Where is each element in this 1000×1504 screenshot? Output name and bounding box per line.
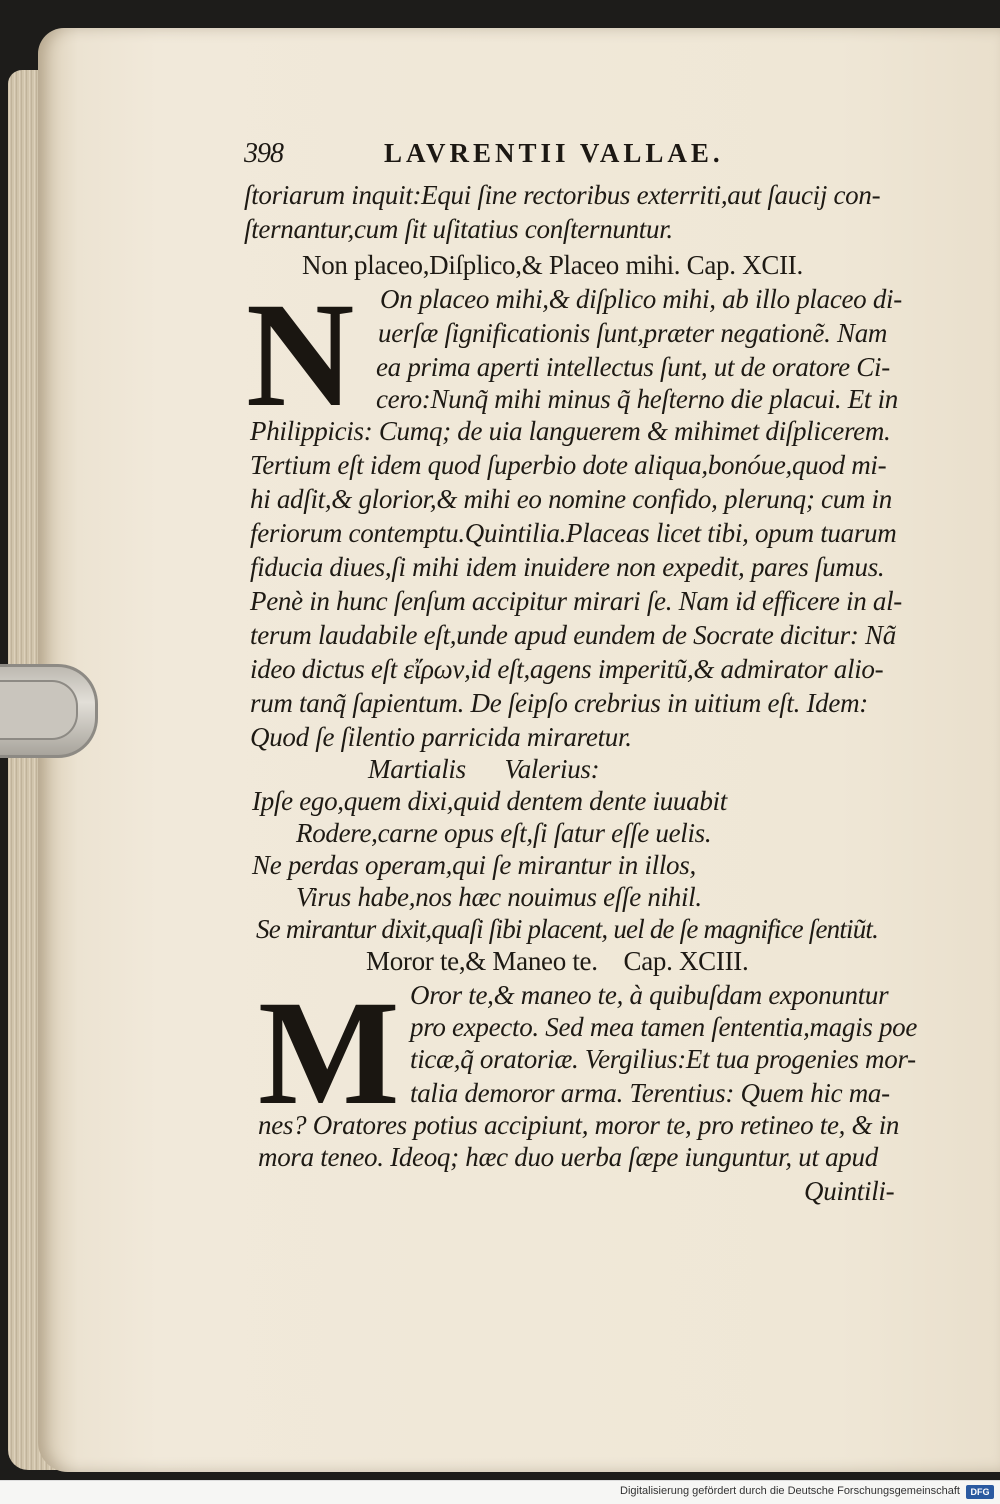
verse-heading: Martialis Valerius: [368,754,600,784]
verse-line: Ne perdas operam,qui ſe mirantur in illos, [252,850,696,880]
drop-initial-n: N [246,272,355,438]
text-line: Se mirantur dixit,quaſi ſibi placent, uel de ſe magnifice ſentiũt. [256,914,879,944]
text-line: nes? Oratores potius accipiunt, moror te, pro retineo te, & in [258,1110,900,1140]
text-line: rum tanq̃ ſapientum. De ſeipſo crebrius in uitium eſt. Idem: [250,688,868,718]
text-line: Philippicis: Cumq; de uia languerem & mihimet diſplicerem. [250,416,891,446]
footer-credit: Digitalisierung gefördert durch die Deutsche Forschungsgemeinschaft [620,1485,960,1497]
text-line: ſternantur,cum ſit uſitatius conſternuntur. [244,214,673,244]
chapter-heading: Non placeo,Diſplico,& Placeo mihi. Cap. XCII. [302,250,803,280]
footer-bar [0,1480,1000,1504]
text-line: talia demoror arma. Terentius: Quem hic ma- [410,1078,890,1108]
text-line: On placeo mihi,& diſplico mihi, ab illo placeo di- [380,284,902,314]
text-line: hi adſit,& glorior,& mihi eo nomine confido, plerunq; cum in [250,484,892,514]
verse-line: Virus habe,nos hæc nouimus eſſe nihil. [296,882,702,912]
book-clasp-inner [0,680,78,740]
drop-initial-m: M [258,970,400,1136]
page-number: 398 [244,138,283,169]
text-line: ſtoriarum inquit:Equi ſine rectoribus exterriti,aut ſaucij con- [244,180,881,210]
dfg-logo: DFG [966,1485,994,1499]
text-line: cero:Nunq̃ mihi minus q̃ heſterno die placui. Et in [376,384,898,414]
verse-line: Rodere,carne opus eſt,ſi ſatur eſſe uelis. [296,818,712,848]
catchword: Quintili- [804,1176,895,1206]
text-line: pro expecto. Sed mea tamen ſententia,magis poe [410,1012,918,1042]
text-line: Penè in hunc ſenſum accipitur mirari ſe. Nam id efficere in al- [250,586,902,616]
text-line: Quod ſe ſilentio parricida miraretur. [250,722,632,752]
text-line: Tertium eſt idem quod ſuperbio dote aliqua,bonóue,quod mi- [250,450,887,480]
text-line: mora teneo. Ideoq; hæc duo uerba ſæpe iunguntur, ut apud [258,1142,878,1172]
text-line: ea prima aperti intellectus ſunt, ut de oratore Ci- [376,352,890,382]
text-line: uerſæ ſignificationis ſunt,præter negationẽ. Nam [378,318,888,348]
text-line: ticæ,q̃ oratoriæ. Vergilius:Et tua progenies mor- [410,1044,916,1074]
text-line: terum laudabile eſt,unde apud eundem de Socrate dicitur: Nã [250,620,896,650]
running-title: LAVRENTII VALLAE. [384,138,724,168]
chapter-heading: Moror te,& Maneo te. Cap. XCIII. [366,946,749,976]
running-head [244,138,944,172]
text-line: feriorum contemptu.Quintilia.Placeas licet tibi, opum tuarum [250,518,897,548]
verse-line: Ipſe ego,quem dixi,quid dentem dente iuuabit [252,786,727,816]
text-line: Oror te,& maneo te, à quibuſdam exponuntur [410,980,889,1010]
text-line: ideo dictus eſt εἴρων,id eſt,agens imperitũ,& admirator alio- [250,654,884,684]
text-line: fiducia diues,ſi mihi idem inuidere non expedit, pares ſumus. [250,552,885,582]
